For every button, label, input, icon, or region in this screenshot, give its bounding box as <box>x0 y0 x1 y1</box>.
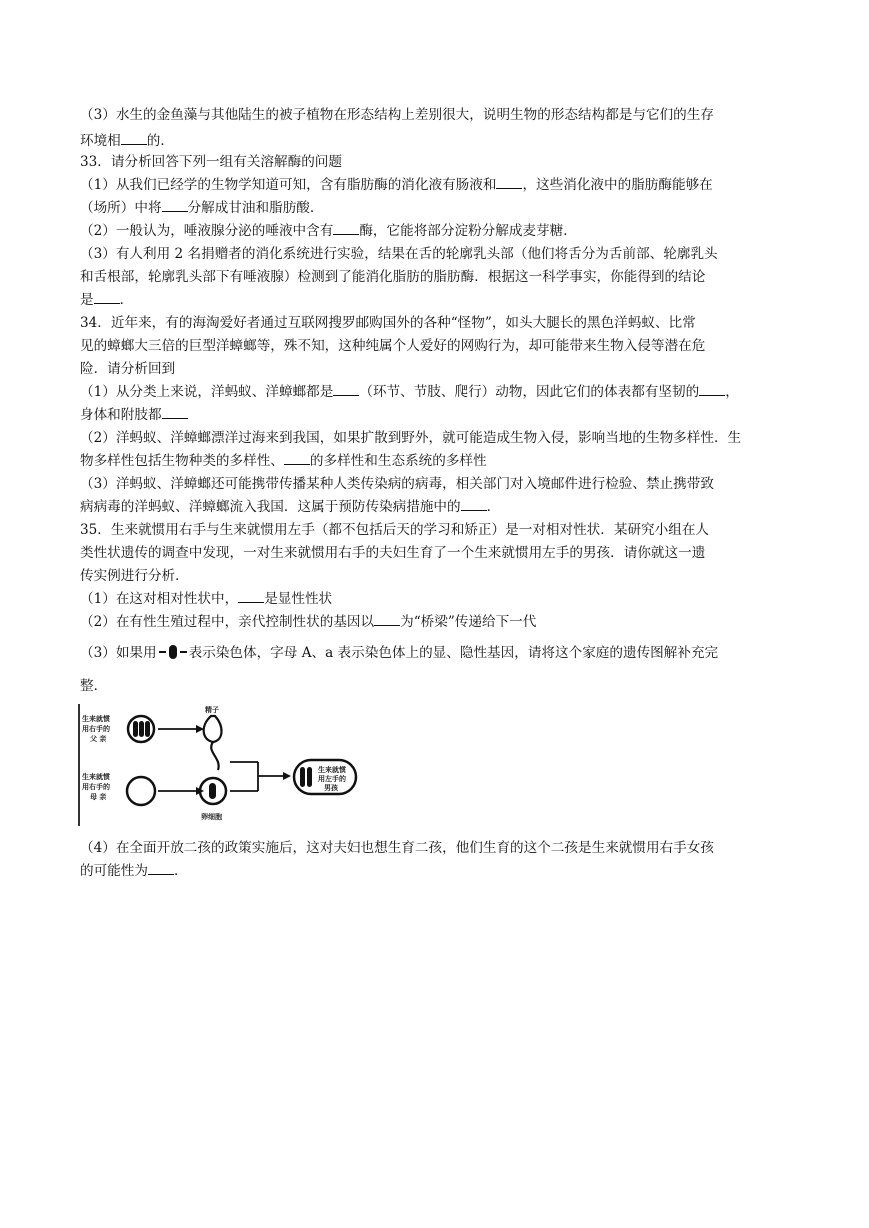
inheritance-diagram <box>78 704 360 826</box>
svg-text:母 亲: 母 亲 <box>90 793 107 801</box>
answer-blank[interactable] <box>162 406 188 419</box>
text-line-q34-b: 见的蟑螂大三倍的巨型洋蟑螂等，殊不知，这种纯属个人爱好的网购行为，却可能带来生物入侵等潜在危 <box>80 338 706 354</box>
text-line-q35-b: 类性状遗传的调查中发现，一对生来就惯用右手的夫妇生育了一个生来就惯用左手的男孩．请你就这一遗 <box>80 545 706 561</box>
svg-text:男孩: 男孩 <box>324 784 338 792</box>
answer-blank[interactable] <box>162 199 188 212</box>
text-line-q32-3-a: （3）水生的金鱼藻与其他陆生的被子植物在形态结构上差别很大，说明生物的形态结构都是与它们的生存 <box>80 107 714 123</box>
answer-blank[interactable] <box>238 590 264 603</box>
svg-text:精子: 精子 <box>205 706 219 714</box>
answer-blank[interactable] <box>121 132 147 145</box>
text-line-q35-3-a: （3）如果用 表示染色体，字母 A、a 表示染色体上的显、隐性基因，请将这个家庭的遗传图解补充完 <box>80 645 719 661</box>
chromosome-icon <box>157 644 189 660</box>
question-34-title: 34．近年来，有的海淘爱好者通过互联网搜罗邮购国外的各种“怪物”，如头大腿长的黑色洋蚂蚁、比常 <box>80 315 696 331</box>
answer-blank[interactable] <box>496 176 522 189</box>
question-33-title: 33．请分析回答下列一组有关溶解酶的问题 <box>80 154 342 170</box>
text-line-q34-1-a: （1）从分类上来说，洋蚂蚁、洋蟑螂都是 （环节、节肢、爬行）动物，因此它们的体表都有坚韧的 ， <box>80 384 739 400</box>
text-line-q35-1: （1）在这对相对性状中， 是显性性状 <box>80 591 333 607</box>
text-line-q33-1-a: （1）从我们已经学的生物学知道可知，含有脂肪酶的消化液有肠液和 ，这些消化液中的脂肪酶能够在 <box>80 177 713 193</box>
father-node <box>82 714 154 743</box>
svg-text:用右手的: 用右手的 <box>82 725 110 733</box>
text-line-q35-c: 传实例进行分析． <box>80 568 189 584</box>
svg-text:用右手的: 用右手的 <box>82 783 110 791</box>
text-line-q33-3-b: 和舌根部，轮廓乳头部下有唾液腺）检测到了能消化脂肪的脂肪酶．根据这一科学事实，你能得到的结论 <box>80 269 706 285</box>
text-line-q34-3-b: 病病毒的洋蚂蚁、洋蟑螂流入我国．这属于预防传染病措施中的 ． <box>80 499 501 515</box>
text-line-q32-3-b: 环境相 的． <box>80 133 174 149</box>
text-line-q33-2: （2）一般认为，唾液腺分泌的唾液中含有 酶，它能将部分淀粉分解成麦芽糖． <box>80 223 577 239</box>
son-node <box>294 760 356 794</box>
text-line-q34-2-a: （2）洋蚂蚁、洋蟑螂漂洋过海来到我国，如果扩散到野外，就可能造成生物入侵，影响当地的生物多样性．生 <box>80 430 742 446</box>
answer-blank[interactable] <box>699 383 725 396</box>
text-line-q33-3-a: （3）有人利用 2 名捐赠者的消化系统进行实验，结果在舌的轮廓乳头部（他们将舌分为舌前部、轮廓乳头 <box>80 246 718 262</box>
text-line-q34-2-b: 物多样性包括生物种类的多样性、 的多样性和生态系统的多样性 <box>80 453 487 469</box>
text-line-q35-4-a: （4）在全面开放二孩的政策实施后，这对夫妇也想生育二孩，他们生育的这个二孩是生来就惯用右手女孩 <box>80 840 714 856</box>
sperm-node <box>204 705 222 770</box>
answer-blank[interactable] <box>333 383 359 396</box>
svg-text:生来就惯: 生来就惯 <box>82 773 110 781</box>
svg-text:用左手的: 用左手的 <box>318 775 346 783</box>
text-line-q35-4-b: 的可能性为 ． <box>80 863 188 879</box>
text-line-q35-3-b: 整． <box>80 678 108 694</box>
svg-text:生来就惯: 生来就惯 <box>82 715 110 723</box>
text-line-q34-c: 险．请分析回到 <box>80 361 176 377</box>
svg-text:卵细胞: 卵细胞 <box>201 813 222 821</box>
text-line-q35-2: （2）在有性生殖过程中，亲代控制性状的基因以 为“桥梁”传递给下一代 <box>80 614 537 630</box>
svg-text:生来就惯: 生来就惯 <box>318 766 346 774</box>
text-line-q33-1-b: （场所）中将 分解成甘油和脂肪酸． <box>80 200 324 216</box>
answer-blank[interactable] <box>461 498 487 511</box>
answer-blank[interactable] <box>284 452 310 465</box>
egg-node <box>200 778 226 821</box>
question-35-title: 35．生来就惯用右手与生来就惯用左手（都不包括后天的学习和矫正）是一对相对性状．某研究小组在人 <box>80 522 710 538</box>
text-line-q34-3-a: （3）洋蚂蚁、洋蟑螂还可能携带传播某种人类传染病的病毒，相关部门对入境邮件进行检验、禁止携带致 <box>80 476 714 492</box>
text-line-q34-1-b: 身体和附肢都 <box>80 406 188 424</box>
text-line-q33-3-c: 是 ． <box>80 292 134 308</box>
answer-blank[interactable] <box>94 291 120 304</box>
answer-blank[interactable] <box>148 862 174 875</box>
answer-blank[interactable] <box>374 613 400 626</box>
mother-node <box>82 772 155 805</box>
svg-text:父 亲: 父 亲 <box>90 735 107 743</box>
answer-blank[interactable] <box>333 222 359 235</box>
